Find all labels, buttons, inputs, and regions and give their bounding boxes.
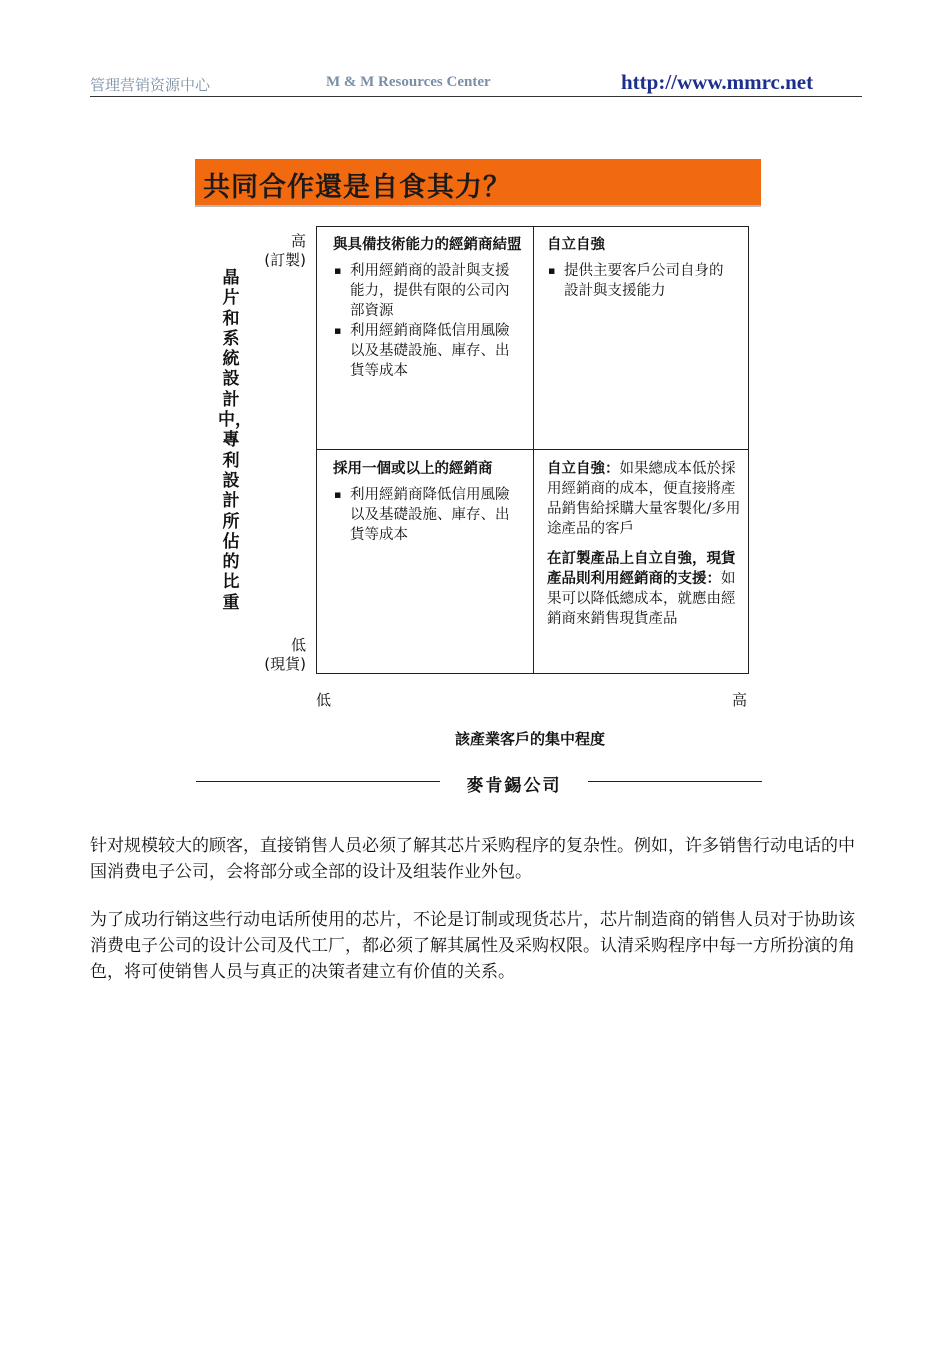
y-axis-title: 晶片和系統設計中，專利設計所佔的比重 <box>218 268 252 613</box>
quadrant-title: 與具備技術能力的經銷商結盟 <box>333 237 522 253</box>
quadrant-para-bold: 在訂製產品上自立自強，現貨產品則利用經銷商的支援： <box>547 551 736 587</box>
quadrant-title: 自立自強 <box>547 237 605 253</box>
quadrant-para-text: 如果可以降低總成本，就應由經銷商來銷售現貨產品 <box>547 571 736 627</box>
quadrant-bullets <box>547 261 737 301</box>
figure-title-banner <box>195 159 761 207</box>
figure-source: 麥肯錫公司 <box>466 776 562 796</box>
quadrant-paragraph <box>547 549 742 629</box>
y-high-text: 高 <box>290 232 306 250</box>
quadrant-top-left <box>333 235 523 381</box>
quadrant-bullet: ▪ 利用經銷商的設計與支援能力，提供有限的公司內部資源 <box>350 261 523 321</box>
y-axis-low-label <box>262 636 306 674</box>
x-axis-low-label: 低 <box>316 691 332 709</box>
quadrant-bottom-right <box>547 459 742 639</box>
source-rule-left <box>196 781 440 782</box>
quadrant-bullet: ▪ 提供主要客戶公司自身的設計與支援能力 <box>564 261 737 301</box>
header-divider <box>90 96 862 97</box>
page-header <box>90 70 862 96</box>
x-axis-title: 該產業客戶的集中程度 <box>454 730 605 748</box>
header-center-name: M & M Resources Center <box>326 74 491 90</box>
quadrant-bottom-left <box>333 459 523 545</box>
header-url-link[interactable]: http://www.mmrc.net <box>621 70 814 94</box>
quadrant-bullet: ▪ 利用經銷商降低信用風險以及基礎設施、庫存、出貨等成本 <box>350 321 523 381</box>
figure-title: 共同合作還是自食其力？ <box>203 172 511 203</box>
source-rule-right <box>588 781 762 782</box>
body-paragraph-2: 为了成功行销这些行动电话所使用的芯片，不论是订制或现货芯片，芯片制造商的销售人员对于协助该消费电子公司的设计公司及代工厂，都必须了解其属性及采购权限。认清采购程序中每一方所扮演的角色，将可使销售人员与真正的决策者建立有价值的关系。 <box>90 910 855 982</box>
y-high-subtext: (訂製) <box>264 251 306 269</box>
y-low-text: 低 <box>290 636 306 654</box>
body-paragraph-1: 针对规模较大的顾客，直接销售人员必须了解其芯片采购程序的复杂性。例如，许多销售行动电话的中国消费电子公司，会将部分或全部的设计及组装作业外包。 <box>90 836 855 882</box>
y-axis-high-label <box>262 232 306 270</box>
x-axis-high-label: 高 <box>732 691 748 709</box>
y-low-subtext: (現貨) <box>264 655 306 673</box>
strategy-matrix <box>316 226 749 674</box>
header-org-name: 管理营销资源中心 <box>90 76 211 94</box>
quadrant-paragraph <box>547 459 742 539</box>
matrix-horizontal-divider <box>317 449 748 450</box>
quadrant-bullets <box>333 485 523 545</box>
quadrant-para-text: 如果總成本低於採用經銷商的成本，便直接將產品銷售給採購大量客製化/多用途產品的客戶 <box>547 461 741 537</box>
quadrant-title: 採用一個或以上的經銷商 <box>333 461 493 477</box>
quadrant-top-right <box>547 235 737 301</box>
quadrant-para-bold: 自立自強： <box>547 461 620 477</box>
quadrant-bullet: ▪ 利用經銷商降低信用風險以及基礎設施、庫存、出貨等成本 <box>350 485 523 545</box>
matrix-vertical-divider <box>533 227 534 673</box>
quadrant-bullets <box>333 261 523 381</box>
